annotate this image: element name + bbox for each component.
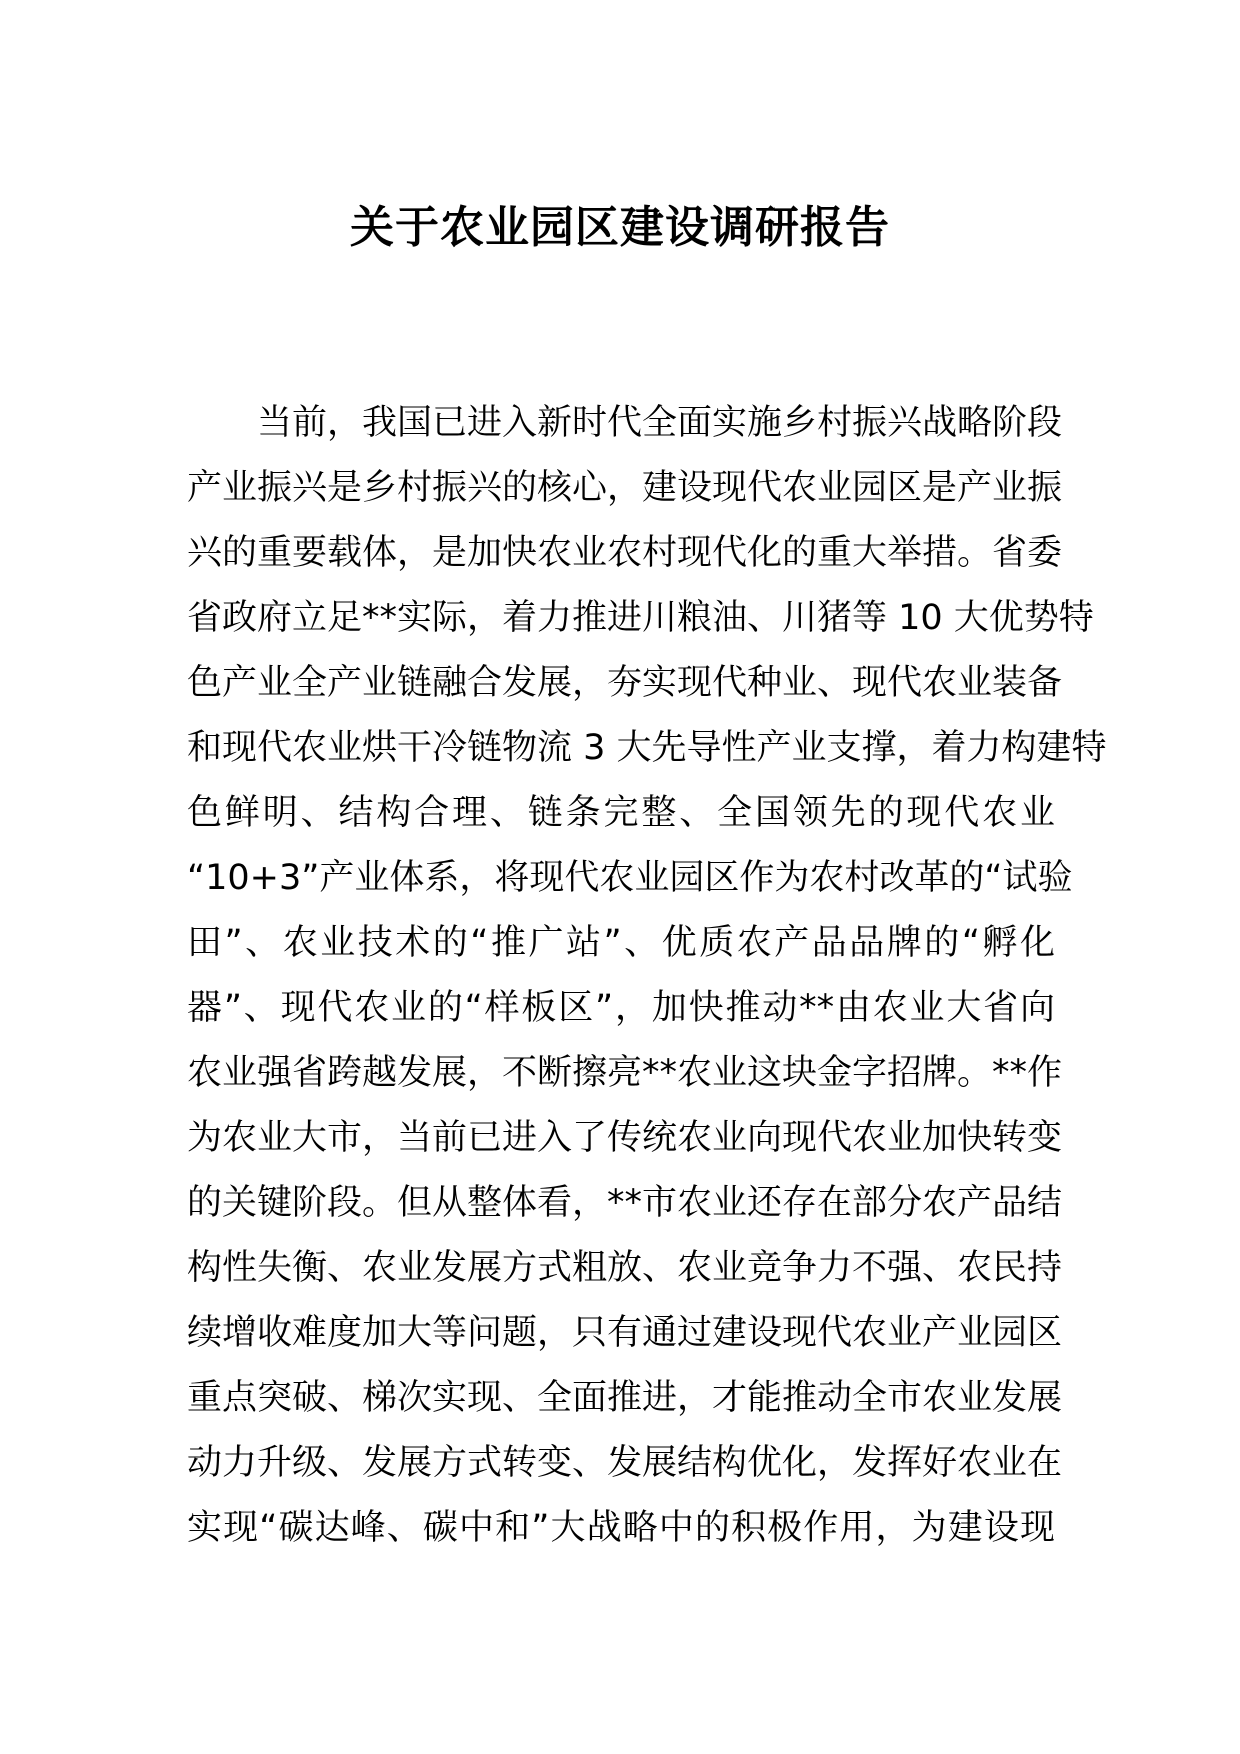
paragraph-line: 产业振兴是乡村振兴的核心，建设现代农业园区是产业振 [187,468,1063,508]
paragraph-line: 动力升级、发展方式转变、发展结构优化，发挥好农业在 [187,1443,1063,1483]
paragraph-line: 当前，我国已进入新时代全面实施乡村振兴战略阶段 [257,403,1063,443]
paragraph-line: 农业强省跨越发展，不断擦亮**农业这块金字招牌。**作 [187,1053,1063,1093]
paragraph-line: 的关键阶段。但从整体看，**市农业还存在部分农产品结 [187,1183,1063,1223]
paragraph-line: 器”、现代农业的“样板区”，加快推动**由农业大省向 [187,988,1055,1028]
paragraph-line: 为农业大市，当前已进入了传统农业向现代农业加快转变 [187,1118,1063,1158]
paragraph-line: 田”、农业技术的“推广站”、优质农产品品牌的“孵化 [187,923,1055,963]
paragraph-line: “10+3”产业体系，将现代农业园区作为农村改革的“试验 [187,858,1073,898]
document-title: 关于农业园区建设调研报告 [350,202,890,253]
paragraph-line: 实现“碳达峰、碳中和”大战略中的积极作用，为建设现 [187,1508,1055,1548]
paragraph-line: 色鲜明、结构合理、链条完整、全国领先的现代农业 [187,793,1055,833]
body-paragraph [187,391,1107,1561]
paragraph-line: 省政府立足**实际，着力推进川粮油、川猪等 10 大优势特 [187,598,1094,638]
paragraph-line: 构性失衡、农业发展方式粗放、农业竞争力不强、农民持 [187,1248,1063,1288]
paragraph-line: 色产业全产业链融合发展，夯实现代种业、现代农业装备 [187,663,1063,703]
paragraph-line: 和现代农业烘干冷链物流 3 大先导性产业支撑，着力构建特 [187,728,1107,768]
paragraph-line: 重点突破、梯次实现、全面推进，才能推动全市农业发展 [187,1378,1063,1418]
paragraph-line: 续增收难度加大等问题，只有通过建设现代农业产业园区 [187,1313,1063,1353]
paragraph-line: 兴的重要载体，是加快农业农村现代化的重大举措。省委 [187,533,1063,573]
